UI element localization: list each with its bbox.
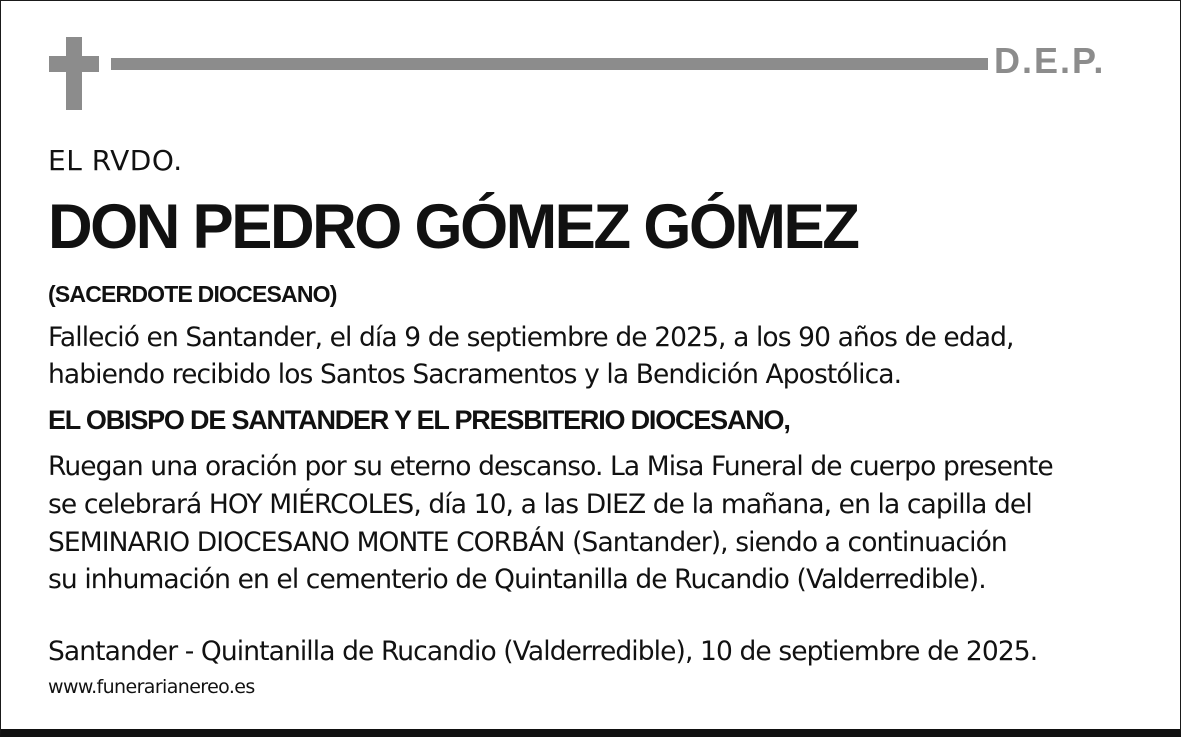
death-line-1: Falleció en Santander, el día 9 de septiembre de 2025, a los 90 años de edad, [48,322,1014,353]
service-line-4: su inhumación en el cementerio de Quintanilla de Rucandio (Valderredible). [48,564,986,595]
dep-mark: D.E.P. [994,40,1106,81]
cross-icon [66,37,82,110]
deceased-name: DON PEDRO GÓMEZ GÓMEZ [48,192,858,262]
mourners-line: EL OBISPO DE SANTANDER Y EL PRESBITERIO DIOCESANO, [48,405,790,435]
service-line-1: Ruegan una oración por su eterno descanso. La Misa Funeral de cuerpo presente [48,451,1053,482]
service-line-3: SEMINARIO DIOCESANO MONTE CORBÁN (Santander), siendo a continuación [48,527,1007,558]
cross-icon-bar [49,56,99,72]
death-line-2: habiendo recibido los Santos Sacramentos y la Bendición Apostólica. [48,359,902,390]
website-link[interactable]: www.funerarianereo.es [48,676,255,698]
title-prefix: EL RVDO. [48,144,183,177]
header-rule [111,58,988,70]
service-line-2: se celebrará HOY MIÉRCOLES, día 10, a las DIEZ de la mañana, en la capilla del [48,489,1032,520]
place-date-line: Santander - Quintanilla de Rucandio (Valderredible), 10 de septiembre de 2025. [48,636,1038,667]
deceased-role: (SACERDOTE DIOCESANO) [48,281,337,307]
